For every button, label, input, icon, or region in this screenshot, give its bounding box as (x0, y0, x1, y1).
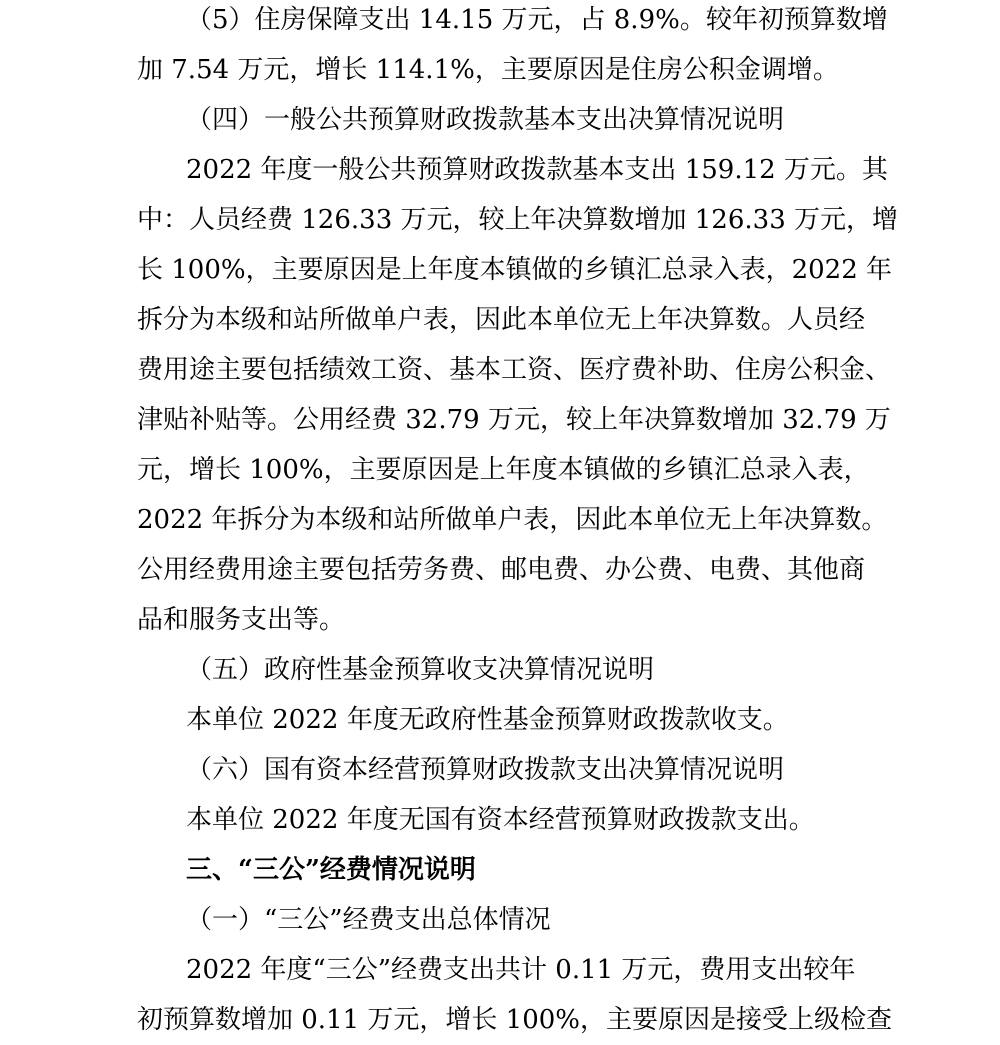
paragraph-basic-expenditure-line-10: 品和服务支出等。 (137, 605, 346, 635)
paragraph-basic-expenditure-line-6: 津贴补贴等。公用经费 32.79 万元，较上年决算数增加 32.79 万 (137, 405, 891, 435)
section-heading-three-public-expenses: 三、“三公”经费情况说明 (186, 855, 476, 885)
paragraph-basic-expenditure-line-3: 长 100%，主要原因是上年度本镇做的乡镇汇总录入表，2022 年 (137, 255, 893, 285)
paragraph-basic-expenditure-line-7: 元，增长 100%，主要原因是上年度本镇做的乡镇汇总录入表， (137, 455, 870, 485)
paragraph-basic-expenditure-line-1: 2022 年度一般公共预算财政拨款基本支出 159.12 万元。其 (186, 155, 888, 185)
paragraph-basic-expenditure-line-2: 中：人员经费 126.33 万元，较上年决算数增加 126.33 万元，增 (137, 205, 899, 235)
paragraph-basic-expenditure-line-4: 拆分为本级和站所做单户表，因此本单位无上年决算数。人员经 (137, 305, 866, 335)
paragraph-basic-expenditure-line-9: 公用经费用途主要包括劳务费、邮电费、办公费、电费、其他商 (137, 555, 866, 585)
paragraph-three-public-line-1: 2022 年度“三公”经费支出共计 0.11 万元，费用支出较年 (186, 955, 856, 985)
subsection-heading-three-public-overview: （一）“三公”经费支出总体情况 (186, 905, 551, 935)
paragraph-government-fund: 本单位 2022 年度无政府性基金预算财政拨款收支。 (186, 705, 789, 735)
paragraph-basic-expenditure-line-5: 费用途主要包括绩效工资、基本工资、医疗费补助、住房公积金、 (137, 355, 892, 385)
paragraph-housing-line-1: （5）住房保障支出 14.15 万元，占 8.9%。较年初预算数增 (186, 5, 888, 35)
paragraph-state-capital: 本单位 2022 年度无国有资本经营预算财政拨款支出。 (186, 805, 815, 835)
section-heading-state-capital: （六）国有资本经营预算财政拨款支出决算情况说明 (186, 755, 785, 785)
paragraph-three-public-line-2: 初预算数增加 0.11 万元，增长 100%，主要原因是接受上级检查 (137, 1005, 893, 1035)
section-heading-basic-expenditure: （四）一般公共预算财政拨款基本支出决算情况说明 (186, 105, 785, 135)
paragraph-housing-line-2: 加 7.54 万元，增长 114.1%，主要原因是住房公积金调增。 (137, 55, 839, 85)
section-heading-government-fund: （五）政府性基金预算收支决算情况说明 (186, 655, 655, 685)
paragraph-basic-expenditure-line-8: 2022 年拆分为本级和站所做单户表，因此本单位无上年决算数。 (137, 505, 888, 535)
